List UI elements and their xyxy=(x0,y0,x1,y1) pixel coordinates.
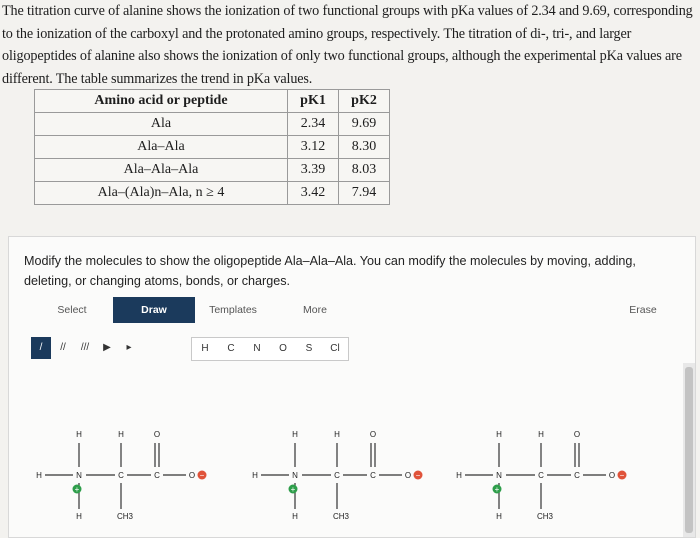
cell-pk1: 3.39 xyxy=(288,159,339,182)
positive-charge-sign: + xyxy=(290,485,296,494)
atom-c-label[interactable]: C xyxy=(574,471,580,480)
negative-charge-sign: − xyxy=(415,471,421,480)
table-header-row xyxy=(35,90,390,113)
atom-h-label[interactable]: H xyxy=(36,471,42,480)
task-prompt: Modify the molecules to show the oligopeptide Ala–Ala–Ala. You can modify the molecules by moving, adding, deleting, or changing atoms, bonds, or charges. xyxy=(24,254,636,288)
atom-cl-button[interactable]: Cl xyxy=(330,343,340,354)
atom-h-label[interactable]: H xyxy=(496,512,502,521)
positive-charge-sign: + xyxy=(74,485,80,494)
cell-peptide: Ala–Ala xyxy=(35,136,288,159)
atom-h-button[interactable]: H xyxy=(201,343,209,354)
atom-c-label[interactable]: C xyxy=(154,471,160,480)
molecule-editor-panel xyxy=(8,236,696,538)
atom-o-label[interactable]: O xyxy=(188,471,196,480)
negative-charge-sign: − xyxy=(619,471,625,480)
atom-c-label[interactable]: C xyxy=(334,471,340,480)
atom-n-label[interactable]: N xyxy=(496,471,502,480)
single-bond-icon[interactable]: / xyxy=(31,337,51,359)
atom-c-button[interactable]: C xyxy=(227,343,235,354)
table-row xyxy=(35,182,390,205)
atom-h-label[interactable]: H xyxy=(76,430,82,439)
methyl-group-label[interactable]: CH3 xyxy=(536,512,554,521)
wedge-bond-icon[interactable]: ▶ xyxy=(103,342,111,353)
table-row xyxy=(35,136,390,159)
negative-charge-sign: − xyxy=(199,471,205,480)
atom-h-label[interactable]: H xyxy=(538,430,544,439)
cell-peptide: Ala–Ala–Ala xyxy=(35,159,288,182)
atom-c-label[interactable]: C xyxy=(370,471,376,480)
cell-pk2: 9.69 xyxy=(339,113,390,136)
cell-pk2: 8.30 xyxy=(339,136,390,159)
cell-pk2: 8.03 xyxy=(339,159,390,182)
triple-bond-icon[interactable]: /// xyxy=(80,342,90,353)
atom-h-label[interactable]: H xyxy=(334,430,340,439)
cell-pk2: 7.94 xyxy=(339,182,390,205)
atom-o-label[interactable]: O xyxy=(153,430,161,439)
atom-o-label[interactable]: O xyxy=(369,430,377,439)
atom-c-label[interactable]: C xyxy=(538,471,544,480)
atom-n-button[interactable]: N xyxy=(253,343,261,354)
atom-s-button[interactable]: S xyxy=(305,343,313,354)
editor-tabs xyxy=(9,297,695,323)
cell-peptide: Ala xyxy=(35,113,288,136)
hash-bond-icon[interactable]: ▸ xyxy=(126,342,132,353)
atom-o-button[interactable]: O xyxy=(279,343,287,354)
atom-h-label[interactable]: H xyxy=(118,430,124,439)
cell-pk1: 3.42 xyxy=(288,182,339,205)
double-bond-icon[interactable]: // xyxy=(60,342,66,353)
atom-palette xyxy=(191,337,349,361)
header-pk2: pK2 xyxy=(339,90,390,113)
erase-button[interactable]: Erase xyxy=(629,304,657,316)
tab-more[interactable]: More xyxy=(303,304,327,316)
methyl-group-label[interactable]: CH3 xyxy=(332,512,350,521)
pka-table xyxy=(34,89,390,205)
drawing-canvas[interactable] xyxy=(9,367,695,537)
atom-o-label[interactable]: O xyxy=(608,471,616,480)
atom-h-label[interactable]: H xyxy=(292,512,298,521)
header-pk1: pK1 xyxy=(288,90,339,113)
atom-h-label[interactable]: H xyxy=(252,471,258,480)
methyl-group-label[interactable]: CH3 xyxy=(116,512,134,521)
intro-paragraph: The titration curve of alanine shows the ionization of two functional groups with pKa values of 2.34 and 9.69, corresponding to the ionization of the carboxyl and the protonated amino groups, respectively. The titration of di-, tri-, and larger oligopeptides of alanine also shows the ionization of only two functional groups, although the experimental pKa values are different. The table summarizes the trend in pKa values. xyxy=(2,3,693,87)
table-row xyxy=(35,159,390,182)
atom-h-label[interactable]: H xyxy=(76,512,82,521)
positive-charge-sign: + xyxy=(494,485,500,494)
tab-select[interactable]: Select xyxy=(57,304,87,316)
cell-peptide: Ala–(Ala)n–Ala, n ≥ 4 xyxy=(35,182,288,205)
table-row xyxy=(35,113,390,136)
atom-h-label[interactable]: H xyxy=(292,430,298,439)
atom-c-label[interactable]: C xyxy=(118,471,124,480)
cell-pk1: 3.12 xyxy=(288,136,339,159)
atom-o-label[interactable]: O xyxy=(573,430,581,439)
tab-templates[interactable]: Templates xyxy=(209,304,257,316)
cell-pk1: 2.34 xyxy=(288,113,339,136)
atom-o-label[interactable]: O xyxy=(404,471,412,480)
atom-n-label[interactable]: N xyxy=(292,471,298,480)
atom-n-label[interactable]: N xyxy=(76,471,82,480)
header-peptide: Amino acid or peptide xyxy=(35,90,288,113)
atom-h-label[interactable]: H xyxy=(456,471,462,480)
tab-draw[interactable]: Draw xyxy=(113,297,195,323)
atom-h-label[interactable]: H xyxy=(496,430,502,439)
